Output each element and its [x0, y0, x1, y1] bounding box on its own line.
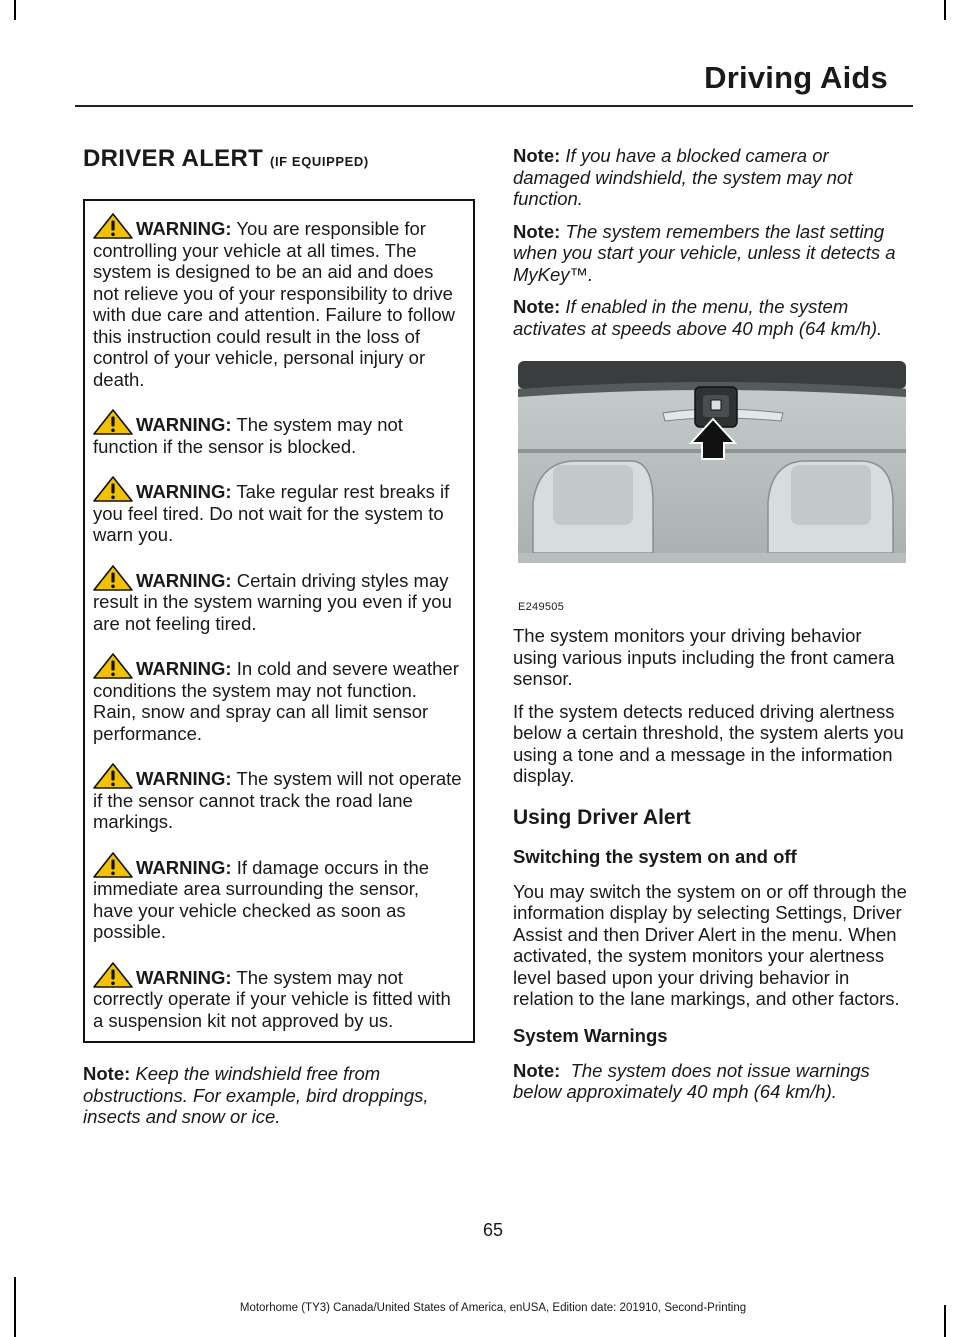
subsection-heading: System Warnings — [513, 1024, 668, 1046]
warning-label: WARNING: — [136, 481, 232, 502]
note — [513, 1060, 908, 1103]
crop-mark-top-right — [944, 0, 946, 20]
subsection-heading: Switching the system on and off — [513, 845, 797, 867]
note-label: Note: — [513, 1059, 561, 1081]
warning-item — [93, 476, 463, 546]
note-label: Note: — [513, 145, 561, 166]
warning-triangle-icon — [93, 565, 133, 591]
note-text: If enabled in the menu, the system activates at speeds above 40 mph (64 km/h). — [513, 296, 883, 339]
warning-item — [93, 653, 463, 744]
warning-text: If damage occurs in the immediate area surrounding the sensor, have your vehicle checked as soon as possible. — [93, 856, 430, 942]
note — [513, 145, 908, 210]
paragraph: You may switch the system on or off through the information display by selecting Settings, Driver Assist and then Driver Alert in the menu. When activated, the system monitors your alertness level based upon your driving behavior in relation to the lane markings, and other factors. — [513, 880, 907, 1009]
note-label: Note: — [513, 220, 561, 242]
warning-label: WARNING: — [136, 569, 232, 591]
warning-text: The system may not function if the sensor is blocked. — [93, 414, 403, 457]
warning-item — [93, 763, 463, 833]
section-heading: Using Driver Alert — [513, 805, 691, 829]
crop-mark-top-left — [14, 0, 16, 20]
warning-item — [93, 565, 463, 635]
warning-text: The system will not operate if the sensor cannot track the road lane markings. — [93, 768, 462, 832]
figure-code: E249505 — [518, 601, 565, 613]
warning-label: WARNING: — [136, 414, 232, 435]
warning-item — [93, 962, 463, 1032]
warning-item — [93, 852, 463, 943]
right-column — [513, 145, 908, 1114]
warning-box — [83, 199, 475, 1043]
note-label: Note: — [513, 296, 561, 317]
warning-triangle-icon — [93, 476, 133, 502]
note — [513, 221, 908, 286]
warning-item — [93, 213, 463, 390]
note-label: Note: — [83, 1063, 131, 1084]
section-title: Driving Aids — [704, 60, 888, 95]
warning-label: WARNING: — [136, 658, 232, 679]
warning-text: You are responsible for controlling your vehicle at all times. The system is designed to be an aid and does not relieve you of your responsibility to drive with due care and attention. Failure to follow this instruction could result in the loss of control of your vehicle, personal injury or death. — [93, 218, 455, 390]
warning-text: The system may not correctly operate if your vehicle is fitted with a suspension kit not approved by us. — [93, 966, 451, 1031]
left-column — [83, 145, 475, 1139]
warning-label: WARNING: — [136, 856, 232, 878]
warning-text: Take regular rest breaks if you feel tired. Do not wait for the system to warn you. — [93, 481, 450, 545]
paragraph: The system monitors your driving behavior using various inputs including the front camera sensor. — [513, 625, 895, 689]
header-rule — [75, 105, 913, 107]
note — [513, 296, 908, 339]
warning-triangle-icon — [93, 409, 133, 435]
warning-label: WARNING: — [136, 966, 232, 988]
windshield-camera-illustration — [513, 353, 908, 593]
warning-triangle-icon — [93, 962, 133, 988]
warning-label: WARNING: — [136, 768, 232, 789]
page-title-text: DRIVER ALERT — [83, 145, 264, 172]
warning-item — [93, 409, 463, 457]
paragraph: If the system detects reduced driving alertness below a certain threshold, the system alerts you using a tone and a message in the information display. — [513, 700, 904, 786]
warning-triangle-icon — [93, 653, 133, 679]
note-text: The system does not issue warnings below approximately 40 mph (64 km/h). — [513, 1059, 870, 1102]
page-number: 65 — [482, 1220, 504, 1240]
crop-mark-bottom-right — [944, 1305, 946, 1337]
warning-triangle-icon — [93, 763, 133, 789]
warning-text: Certain driving styles may result in the system warning you even if you are not feeling tired. — [93, 569, 452, 634]
footer: Motorhome (TY3) Canada/United States of America, enUSA, Edition date: 201910, Second-Printing — [239, 1302, 747, 1314]
warning-text: In cold and severe weather conditions the system may not function. Rain, snow and spray can all limit sensor performance. — [93, 658, 459, 744]
warning-triangle-icon — [93, 852, 133, 878]
crop-mark-bottom-left — [14, 1277, 16, 1337]
note — [83, 1063, 475, 1128]
note-text: Keep the windshield free from obstructions. For example, bird droppings, insects and snow or ice. — [83, 1063, 429, 1127]
camera-sensor-figure — [513, 353, 908, 613]
page-title — [83, 145, 475, 173]
page-title-suffix: (IF EQUIPPED) — [270, 154, 369, 169]
note-text: If you have a blocked camera or damaged windshield, the system may not function. — [513, 145, 853, 209]
warning-triangle-icon — [93, 213, 133, 239]
warning-label: WARNING: — [136, 218, 232, 239]
note-text: The system remembers the last setting when you start your vehicle, unless it detects a MyKey™. — [513, 220, 896, 285]
